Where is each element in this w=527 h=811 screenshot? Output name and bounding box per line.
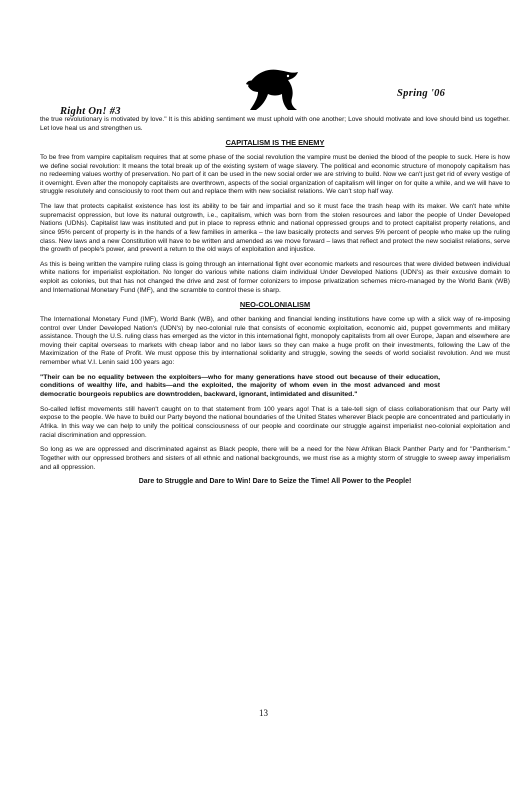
page-number: 13 [259,708,268,718]
intro-paragraph: the true revolutionary is motivated by love." It is this abiding sentiment we must uphold with one another; Love should motivate and love should bind us together. Let love heal us and strengthen us. [40,116,510,132]
lenin-quote: "Their can be no equality between the exploiters—who for many generations have stood out because of their education, conditions of wealthy life, and habits—and the exploited, the majority of whom even in the most advanced and most democratic bourgeois republics are downtrodden, backward, ignorant, intimidated and disunited." [40,373,440,398]
paragraph: The International Monetary Fund (IMF), World Bank (WB), and other banking and financial lending institutions have come up with a slick way of re-imposing control over Under Developed Nation's (UDN's) by neo-colonial rule that consists of economic exploitation, economic aid, puppet governments and military assistance. Though the U.S. ruling class has emerged as the victor in this international fight, monopoly capitalists from all over Europe, Japan and elsewhere are moving their capital overseas to markets with cheap labor and no labor laws so they can make a huge profit on their investments, following the Law of the Maximization of the Rate of Profit. We must oppose this by international solidarity and struggle, sowing the seeds of world socialist revolution. And we must remember what V.I. Lenin said 100 years ago: [40,316,510,366]
issue-title: Right On! #3 [60,106,121,117]
section-heading-neo-colonialism: NEO-COLONIALISM [239,300,311,310]
article-body [40,116,510,487]
issue-season: Spring '06 [397,88,446,99]
paragraph: So-called leftist movements still haven't caught on to that statement from 100 years ago! That is a tale-tell sign of class collaborationism that our Party will expose to the people. We have to build our Party beyond the national boundaries of the United States wherever Black people are concentrated and particularly in Afrika. In this way we can help to unify the political consciousness of our people and coordinate our struggle against imperialist neo-colonial exploitation and racial discrimination and oppression. [40,405,510,439]
closing-slogan: Dare to Struggle and Dare to Win! Dare to Seize the Time! All Power to the People! [138,478,412,486]
paragraph: As this is being written the vampire ruling class is going through an international fight over economic markets and resources that were divided between individual white nations for imperialist exploitation. No longer do various white nations claim individual Under Developed Nations (UDN's) as their excusive domain to exploit as colonies, but that has not changed the drive and zest of former colonizers to impose privatization schemes micro-managed by the World Bank (WB) and International Monetary Fund (IMF), and the scramble to control these is sharp. [40,260,510,294]
panther-icon [244,66,302,112]
paragraph: The law that protects capitalist existence has lost its ability to be fair and impartial and so it must face the trash heap with its maker. We can't hate white supremacist oppression, but love its natural outgrowth, i.e., capitalism, which was born from the stolen resources and labor the people of Under Developed Nations (UDNs). Capitalist law was instituted and put in place to repress ethnic and national oppressed groups and to protect capitalist property relations, and since 95% percent of property is in the hands of a few families in amerika – the law basically protects and serves 5% percent of people who make up the ruling class. New laws and a new Constitution will have to be written and amended as we move forward – laws that reflect and protect the new socialist relations, serve the growth of people's power, and prevent a return to the old ways of exploitation and injustice. [40,203,510,254]
section-heading-capitalism: CAPITALISM IS THE ENEMY [225,138,325,148]
paragraph: To be free from vampire capitalism requires that at some phase of the social revolution the vampire must be denied the blood of the people to suck. Here is how we define social revolution: It means the total break up of the existing system of wage slavery. The political and economic structure of monopoly capitalism has no redeeming values worthy of preservation. No part of it can be used in the new social order we are striving to build. Now we can't just get rid of every vestige of it overnight. Even after the monopoly capitalists are overthrown, aspects of the social organization of capitalism will linger on for quite a while, and we will have to struggle resolutely and consciously to root them out and replace them with new socialist relations. We can't stop half way. [40,153,510,196]
paragraph: So long as we are oppressed and discriminated against as Black people, there will be a need for the New Afrikan Black Panther Party and for "Pantherism." Together with our oppressed brothers and sisters of all ethnic and national backgrounds, we must rise as a mighty storm of struggle to sweep away imperialism and all oppression. [40,446,510,471]
